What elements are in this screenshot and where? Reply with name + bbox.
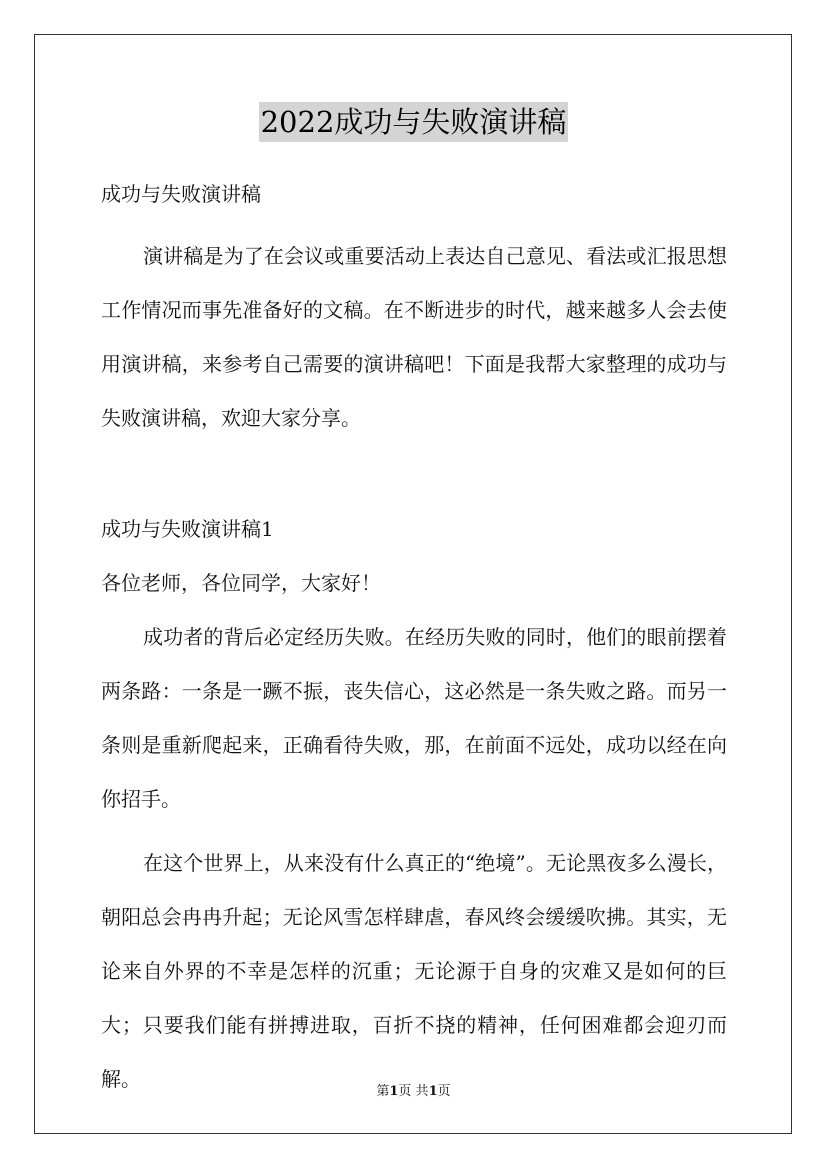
greeting-line: 各位老师，各位同学，大家好！ <box>101 571 381 595</box>
page-mid-text: 页 共 <box>398 1084 429 1099</box>
page-current-number: 1 <box>389 1084 399 1099</box>
page-footer <box>0 1084 827 1100</box>
page-total-number: 1 <box>428 1084 438 1099</box>
document-body <box>101 176 727 1106</box>
section-heading: 成功与失败演讲稿1 <box>101 517 274 541</box>
document-title: 2022成功与失败演讲稿 <box>259 102 569 142</box>
intro-paragraph: 演讲稿是为了在会议或重要活动上表达自己意见、看法或汇报思想工作情况而事先准备好的文稿。在不断进步的时代，越来越多人会去使用演讲稿，来参考自己需要的演讲稿吧！下面是我帮大家整理的成功与失败演讲稿，欢迎大家分享。 <box>101 244 727 430</box>
page-suffix: 页 <box>437 1084 451 1099</box>
subtitle-line: 成功与失败演讲稿 <box>101 182 261 206</box>
title-container <box>0 102 827 142</box>
body-paragraph-2: 在这个世界上，从来没有什么真正的“绝境”。无论黑夜多么漫长，朝阳总会冉冉升起；无论风雪怎样肆虐，春风终会缓缓吹拂。其实，无论来自外界的不幸是怎样的沉重；无论源于自身的灾难又是如何的巨大；只要我们能有拼搏进取，百折不挠的精神，任何困难都会迎刃而解。 <box>101 851 727 1091</box>
page-prefix: 第 <box>376 1084 390 1099</box>
body-paragraph-1: 成功者的背后必定经历失败。在经历失败的同时，他们的眼前摆着两条路：一条是一蹶不振，丧失信心，这必然是一条失败之路。而另一条则是重新爬起来，正确看待失败，那，在前面不远处，成功以经在向你招手。 <box>101 625 727 811</box>
